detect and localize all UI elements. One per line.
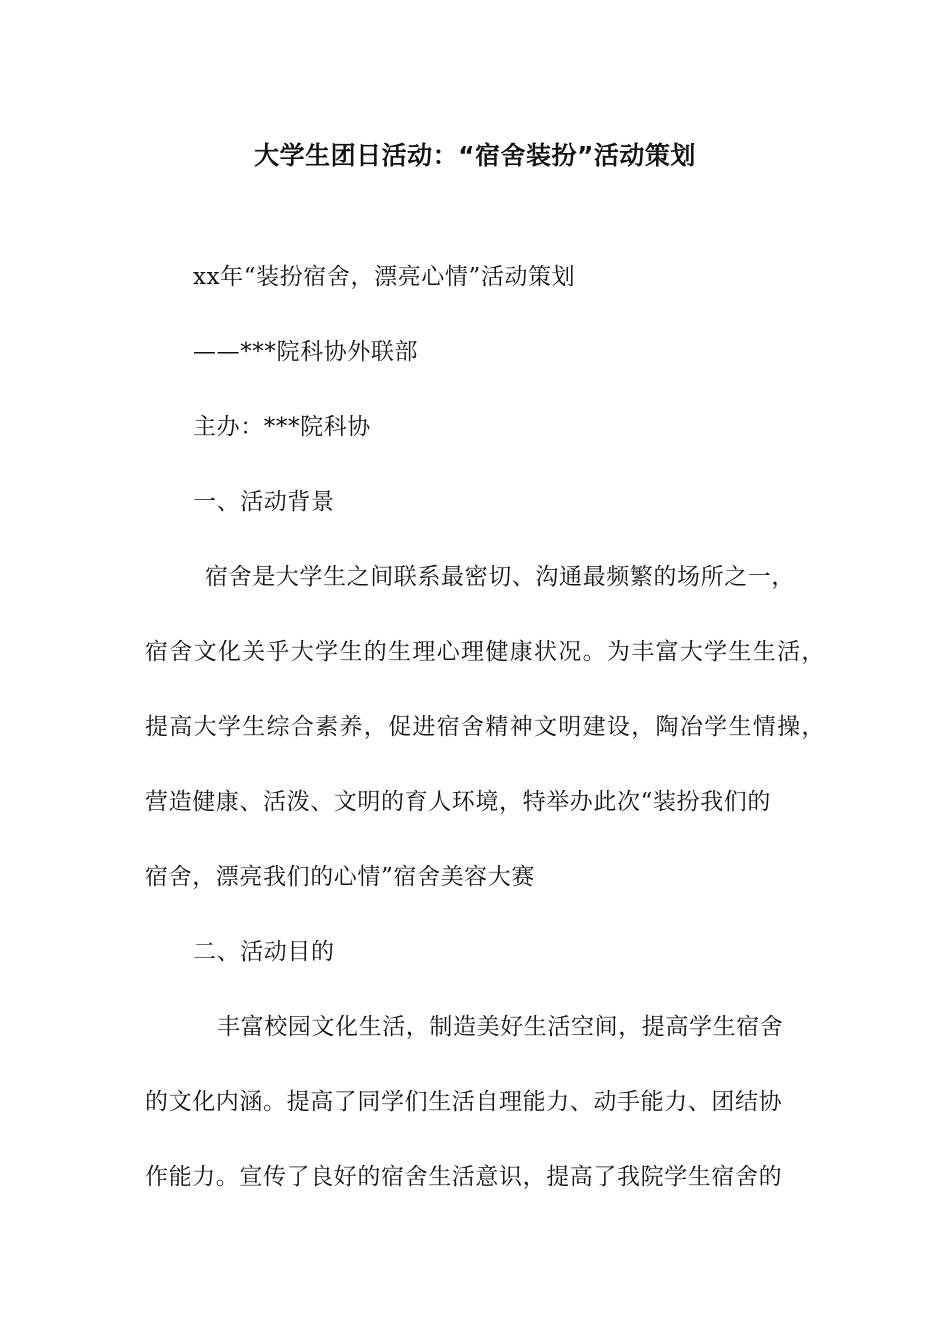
section1-line: 提高大学生综合素养，促进宿舍精神文明建设，陶冶学生情操，: [145, 714, 825, 740]
page-title: 大学生团日活动：“宿舍装扮”活动策划: [254, 141, 696, 170]
section2-line: 的文化内涵。提高了同学们生活自理能力、动手能力、团结协: [145, 1089, 783, 1115]
section1-line: 营造健康、活泼、文明的育人环境，特举办此次“装扮我们的: [145, 789, 771, 815]
section2-heading: 二、活动目的: [193, 939, 335, 965]
host-line: 主办：***院科协: [193, 414, 371, 440]
organizer-dept: ——***院科协外联部: [193, 339, 419, 365]
section1-line: 宿舍文化关乎大学生的生理心理健康状况。为丰富大学生生活，: [145, 639, 825, 665]
section1-heading: 一、活动背景: [193, 489, 335, 515]
section1-line: 宿舍，漂亮我们的心情”宿舍美容大赛: [145, 864, 535, 890]
section2-line: 丰富校园文化生活，制造美好生活空间，提高学生宿舍: [217, 1014, 784, 1040]
section2-line: 作能力。宣传了良好的宿舍生活意识，提高了我院学生宿舍的: [145, 1164, 783, 1190]
section1-line: 宿舍是大学生之间联系最密切、沟通最频繁的场所之一，: [205, 564, 795, 590]
plan-subtitle: xx年“装扮宿舍，漂亮心情”活动策划: [193, 264, 576, 290]
